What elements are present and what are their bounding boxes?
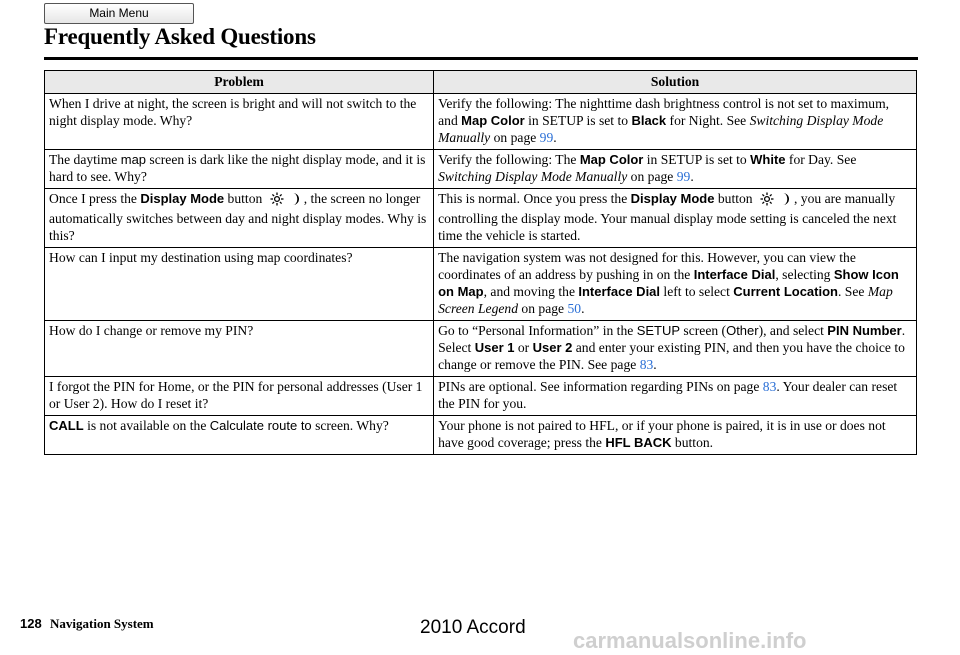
- ui-term: User 1: [474, 340, 515, 355]
- ui-term: Map Color: [579, 152, 644, 167]
- main-menu-button[interactable]: Main Menu: [44, 3, 194, 24]
- ui-term: Show Icon on Map: [438, 267, 899, 299]
- page-title: Frequently Asked Questions: [44, 24, 316, 49]
- ui-term: map: [120, 152, 147, 167]
- ui-term: Current Location: [733, 284, 838, 299]
- page-link[interactable]: 83: [639, 357, 654, 372]
- cross-reference: Switching Display Mode Manually: [438, 113, 884, 145]
- solution-cell: The navigation system was not designed for this. However, you can view the coordinates of an address by pushing in on the Interface Dial, selecting Show Icon on Map, and moving the Interface Dial left to select Current Location. See Map Screen Legend on page 50.: [434, 248, 917, 321]
- table-row: [45, 321, 917, 377]
- table-row: [45, 377, 917, 416]
- problem-cell: Once I press the Display Mode button , the screen no longer automatically switches between day and night display modes. Why is this?: [45, 189, 434, 248]
- ui-term: White: [750, 152, 786, 167]
- ui-term: Display Mode: [630, 191, 715, 206]
- problem-cell: CALL is not available on the Calculate route to screen. Why?: [45, 416, 434, 455]
- table-row: [45, 94, 917, 150]
- problem-cell: When I drive at night, the screen is bright and will not switch to the night display mode. Why?: [45, 94, 434, 150]
- problem-cell: How can I input my destination using map coordinates?: [45, 248, 434, 321]
- sun-moon-icon: [268, 192, 302, 210]
- solution-cell: Verify the following: The Map Color in SETUP is set to White for Day. See Switching Display Mode Manually on page 99.: [434, 150, 917, 189]
- problem-cell: The daytime map screen is dark like the night display mode, and it is hard to see. Why?: [45, 150, 434, 189]
- problem-cell: I forgot the PIN for Home, or the PIN for personal addresses (User 1 or User 2). How do I reset it?: [45, 377, 434, 416]
- column-header-problem: Problem: [45, 71, 434, 94]
- sun-moon-icon: [758, 192, 792, 210]
- footer-label: Navigation System: [50, 616, 154, 631]
- solution-cell: This is normal. Once you press the Display Mode button , you are manually controlling the display mode. Your manual display mode setting is canceled the next time the vehicle is started.: [434, 189, 917, 248]
- page-link[interactable]: 83: [762, 379, 777, 394]
- ui-term: Black: [631, 113, 667, 128]
- solution-cell: PINs are optional. See information regarding PINs on page 83. Your dealer can reset the PIN for you.: [434, 377, 917, 416]
- cross-reference: Switching Display Mode Manually: [438, 169, 628, 184]
- cross-reference: Map Screen Legend: [438, 284, 893, 316]
- ui-term: HFL BACK: [605, 435, 672, 450]
- ui-term: PIN Number: [827, 323, 902, 338]
- column-header-solution: Solution: [434, 71, 917, 94]
- problem-cell: How do I change or remove my PIN?: [45, 321, 434, 377]
- ui-term: Interface Dial: [693, 267, 776, 282]
- table-row: [45, 189, 917, 248]
- table-header-row: [45, 71, 917, 94]
- table-row: [45, 248, 917, 321]
- solution-cell: Your phone is not paired to HFL, or if your phone is paired, it is in use or does not have good coverage; press the HFL BACK button.: [434, 416, 917, 455]
- ui-term: Calculate route to: [209, 418, 312, 433]
- faq-table: [44, 70, 917, 455]
- table-row: [45, 150, 917, 189]
- footer-model: 2010 Accord: [420, 617, 526, 638]
- solution-cell: Verify the following: The nighttime dash brightness control is not set to maximum, and Map Color in SETUP is set to Black for Night. See Switching Display Mode Manually on page 99.: [434, 94, 917, 150]
- table-row: [45, 416, 917, 455]
- solution-cell: Go to “Personal Information” in the SETUP screen (Other), and select PIN Number. Select User 1 or User 2 and enter your existing PIN, and then you have the choice to change or remove the PIN. See page 83.: [434, 321, 917, 377]
- watermark: carmanualsonline.info: [573, 628, 807, 653]
- ui-term: Interface Dial: [578, 284, 661, 299]
- ui-term: Display Mode: [140, 191, 225, 206]
- ui-term: SETUP: [636, 323, 681, 338]
- ui-term: CALL: [49, 418, 84, 433]
- title-divider: [44, 57, 918, 60]
- page-link[interactable]: 99: [676, 169, 691, 184]
- page-link[interactable]: 99: [539, 130, 554, 145]
- ui-term: Map Color: [461, 113, 525, 128]
- page-link[interactable]: 50: [567, 301, 582, 316]
- ui-term: Other: [726, 323, 759, 338]
- page-number: 128: [20, 616, 42, 631]
- ui-term: User 2: [532, 340, 573, 355]
